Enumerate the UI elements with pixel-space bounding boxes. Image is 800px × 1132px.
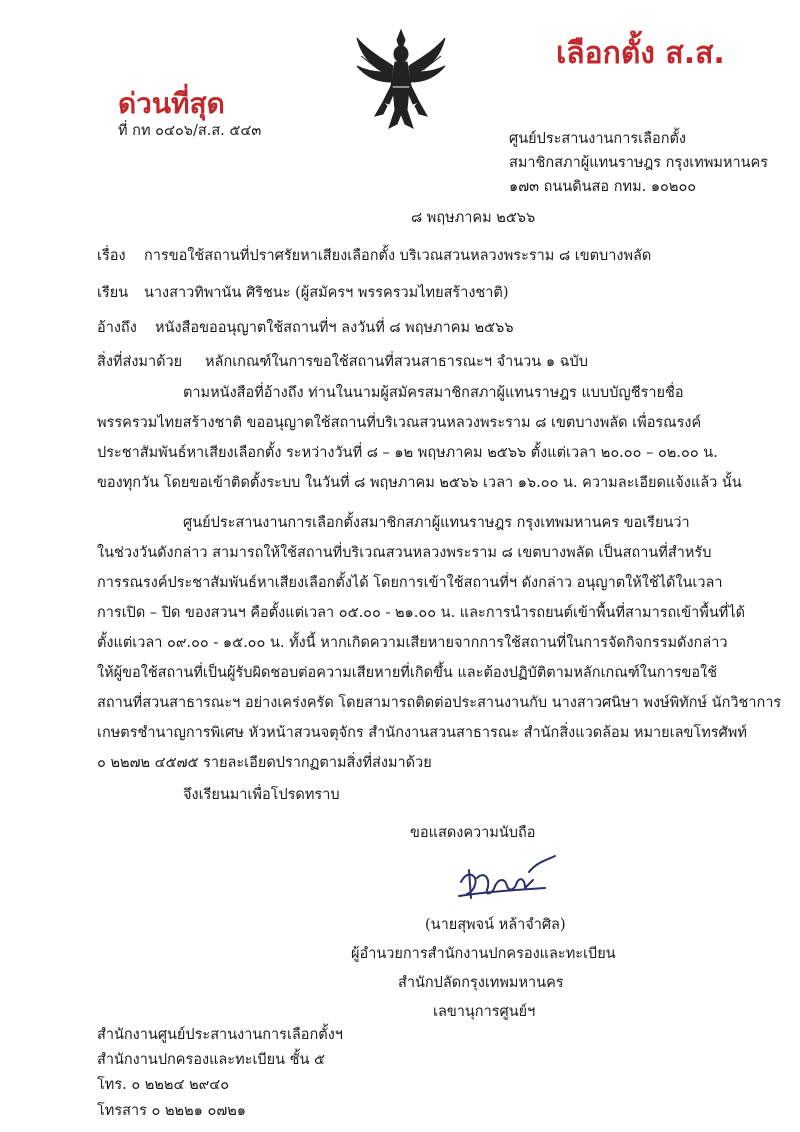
- footer-line-2: สำนักงานปกครองและทะเบียน ชั้น ๕: [97, 1052, 325, 1068]
- reference-label: อ้างถึง: [97, 320, 137, 336]
- sender-line-2: สมาชิกสภาผู้แทนราษฎร กรุงเทพมหานคร: [509, 155, 769, 171]
- paragraph-1-line: ตามหนังสือที่อ้างถึง ท่านในนามผู้สมัครสมาชิกสภาผู้แทนราษฎร แบบบัญชีรายชื่อ: [183, 385, 684, 401]
- body-paragraph-1: [97, 378, 742, 498]
- body-paragraph-2: [97, 508, 782, 778]
- sender-line-3: ๑๗๓ ถนนดินสอ กทม. ๑๐๒๐๐: [509, 179, 697, 195]
- enclosure-text: หลักเกณฑ์ในการขอใช้สถานที่สวนสาธารณะฯ จำนวน ๑ ฉบับ: [205, 354, 588, 370]
- paragraph-1-line: พรรครวมไทยสร้างชาติ ขออนุญาตใช้สถานที่บริเวณสวนหลวงพระราม ๘ เขตบางพลัด เพื่อรณรงค์: [97, 415, 702, 431]
- regards-line: ขอแสดงความนับถือ: [410, 825, 536, 841]
- election-label: เลือกตั้ง ส.ส.: [556, 36, 725, 71]
- signatory-title-2: สำนักปลัดกรุงเทพมหานคร: [398, 975, 564, 991]
- subject-label: เรื่อง: [97, 248, 126, 264]
- signatory-name: (นายสุพจน์ หล้าจำศิล): [425, 917, 566, 933]
- paragraph-2-line: ศูนย์ประสานงานการเลือกตั้งสมาชิกสภาผู้แทนราษฎร กรุงเทพมหานคร ขอเรียนว่า: [183, 515, 690, 531]
- footer-line-1: สำนักงานศูนย์ประสานงานการเลือกตั้งฯ: [97, 1027, 343, 1043]
- footer-line-3: โทร. ๐ ๒๒๒๔ ๒๙๔๐: [97, 1077, 230, 1093]
- paragraph-2-line: ตั้งแต่เวลา ๐๙.๐๐ - ๑๕.๐๐ น. ทั้งนี้ หากเกิดความเสียหายจากการใช้สถานที่ในการจัดกิจกรรมดังกล่าว: [97, 635, 728, 651]
- recipient-label: เรียน: [97, 285, 129, 301]
- paragraph-2-line: ให้ผู้ขอใช้สถานที่เป็นผู้รับผิดชอบต่อความเสียหายที่เกิดขึ้น และต้องปฏิบัติตามหลักเกณฑ์ในการขอใช้: [97, 665, 718, 681]
- paragraph-2-line: สถานที่สวนสาธารณะฯ อย่างเคร่งครัด โดยสามารถติดต่อประสานงานกับ นางสาวศนิษา พงษ์พิทักษ์ นักวิชาการ: [97, 695, 782, 711]
- handwritten-signature: [455, 852, 565, 912]
- enclosure-label: สิ่งที่ส่งมาด้วย: [97, 354, 183, 370]
- paragraph-1-line: ประชาสัมพันธ์หาเสียงเลือกตั้ง ระหว่างวันที่ ๘ – ๑๒ พฤษภาคม ๒๕๖๖ ตั้งแต่เวลา ๒๐.๐๐ – ๐๒.๐๐ น.: [97, 445, 718, 461]
- paragraph-2-line: การรณรงค์ประชาสัมพันธ์หาเสียงเลือกตั้งได้ โดยการเข้าใช้สถานที่ฯ ดังกล่าว อนุญาตให้ใช้ได้ในเวลา: [97, 575, 723, 591]
- paragraph-2-line: การเปิด – ปิด ของสวนฯ คือตั้งแต่เวลา ๐๕.๐๐ - ๒๑.๐๐ น. และการนำรถยนต์เข้าพื้นที่สามารถเข้าพื้นที่ได้: [97, 605, 746, 621]
- closing-line: จึงเรียนมาเพื่อโปรดทราบ: [183, 787, 340, 803]
- footer-line-4: โทรสาร ๐ ๒๒๒๑ ๐๗๒๑: [97, 1103, 246, 1119]
- paragraph-2-line: เกษตรชำนาญการพิเศษ หัวหน้าสวนจตุจักร สำนักงานสวนสาธารณะ สำนักสิ่งแวดล้อม หมายเลขโทรศัพท์: [97, 725, 747, 741]
- document-number: ที่ กท ๐๔๐๖/ส.ส. ๕๔๓: [118, 123, 262, 139]
- paragraph-1-line: ของทุกวัน โดยขอเข้าติดตั้งระบบ ในวันที่ ๘ พฤษภาคม ๒๕๖๖ เวลา ๑๖.๐๐ น. ความละเอียดแจ้งแล้ว นั้น: [97, 475, 742, 491]
- subject-text: การขอใช้สถานที่ปราศรัยหาเสียงเลือกตั้ง บริเวณสวนหลวงพระราม ๘ เขตบางพลัด: [144, 248, 652, 264]
- signatory-title-1: ผู้อำนวยการสำนักงานปกครองและทะเบียน: [351, 946, 616, 962]
- urgent-label: ด่วนที่สุด: [118, 87, 225, 120]
- garuda-emblem-icon: [353, 28, 449, 132]
- paragraph-2-line: ในช่วงวันดังกล่าว สามารถให้ใช้สถานที่บริเวณสวนหลวงพระราม ๘ เขตบางพลัด เป็นสถานที่สำหรับ: [97, 545, 712, 561]
- recipient-text: นางสาวทิพานัน ศิริชนะ (ผู้สมัครฯ พรรครวมไทยสร้างชาติ): [144, 285, 509, 301]
- sender-line-1: ศูนย์ประสานงานการเลือกตั้ง: [509, 131, 686, 147]
- signatory-title-3: เลขานุการศูนย์ฯ: [433, 1004, 536, 1020]
- letter-date: ๘ พฤษภาคม ๒๕๖๖: [411, 210, 536, 226]
- reference-text: หนังสือขออนุญาตใช้สถานที่ฯ ลงวันที่ ๘ พฤษภาคม ๒๕๖๖: [155, 320, 514, 336]
- paragraph-2-line: ๐ ๒๒๗๒ ๔๕๗๕ รายละเอียดปรากฏตามสิ่งที่ส่งมาด้วย: [97, 755, 432, 771]
